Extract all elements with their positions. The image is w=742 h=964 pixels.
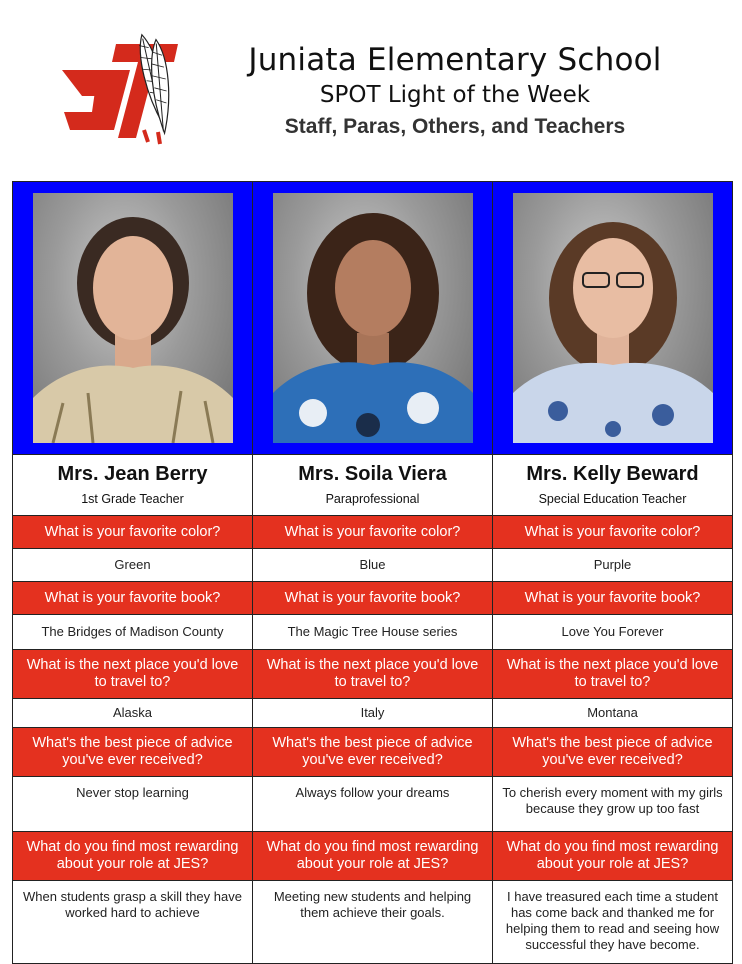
name-row [13,455,733,516]
staff-photo-beward [513,193,713,443]
question-cell: What do you find most rewarding about your role at JES? [13,832,253,881]
name-cell-berry [13,455,253,516]
question-cell: What do you find most rewarding about your role at JES? [493,832,733,881]
question-row [13,516,733,549]
photo-cell-viera [253,182,493,455]
staff-role: Paraprofessional [325,492,420,506]
answer-cell: Italy [253,699,493,728]
photo-cell-berry [13,182,253,455]
answer-row [13,615,733,650]
answer-cell: Blue [253,549,493,582]
page-header [0,0,742,180]
question-cell: What is your favorite book? [13,582,253,615]
question-cell: What is your favorite color? [13,516,253,549]
photo-cell-beward [493,182,733,455]
staff-name: Mrs. Soila Viera [298,463,447,485]
question-cell: What is your favorite book? [253,582,493,615]
staff-role: 1st Grade Teacher [81,492,184,506]
question-cell: What is the next place you'd love to travel to? [493,650,733,699]
question-cell: What's the best piece of advice you've ever received? [493,728,733,777]
staff-role: Special Education Teacher [538,492,687,506]
answer-cell: When students grasp a skill they have worked hard to achieve [13,881,253,964]
name-cell-viera [253,455,493,516]
staff-name: Mrs. Kelly Beward [526,463,699,485]
staff-photo-berry [33,193,233,443]
photo-row [13,182,733,455]
answer-cell: Meeting new students and helping them achieve their goals. [253,881,493,964]
answer-cell: Alaska [13,699,253,728]
name-cell-beward [493,455,733,516]
answer-row [13,549,733,582]
question-cell: What is the next place you'd love to travel to? [13,650,253,699]
question-row [13,832,733,881]
question-cell: What is the next place you'd love to travel to? [253,650,493,699]
answer-cell: To cherish every moment with my girls because they grow up too fast [493,777,733,832]
answer-cell: Purple [493,549,733,582]
question-cell: What is your favorite color? [253,516,493,549]
answer-row [13,777,733,832]
question-cell: What is your favorite book? [493,582,733,615]
spotlight-subtitle: SPOT Light of the Week [319,82,591,108]
question-row [13,582,733,615]
category-subtitle: Staff, Paras, Others, and Teachers [284,115,626,138]
question-row [13,728,733,777]
question-cell: What is your favorite color? [493,516,733,549]
question-cell: What's the best piece of advice you've ever received? [253,728,493,777]
question-row [13,650,733,699]
answer-row [13,699,733,728]
answer-cell: I have treasured each time a student has come back and thanked me for helping them to read and seeing how successful they have become. [493,881,733,964]
staff-spotlight-table [12,181,733,964]
question-cell: What's the best piece of advice you've ever received? [13,728,253,777]
juniata-logo-icon [52,30,182,158]
answer-cell: Never stop learning [13,777,253,832]
answer-row [13,881,733,964]
answer-cell: Always follow your dreams [253,777,493,832]
staff-photo-viera [273,193,473,443]
answer-cell: Love You Forever [493,615,733,650]
answer-cell: Montana [493,699,733,728]
school-name: Juniata Elementary School [248,42,662,78]
answer-cell: The Magic Tree House series [253,615,493,650]
staff-name: Mrs. Jean Berry [57,463,208,485]
answer-cell: Green [13,549,253,582]
question-cell: What do you find most rewarding about your role at JES? [253,832,493,881]
answer-cell: The Bridges of Madison County [13,615,253,650]
